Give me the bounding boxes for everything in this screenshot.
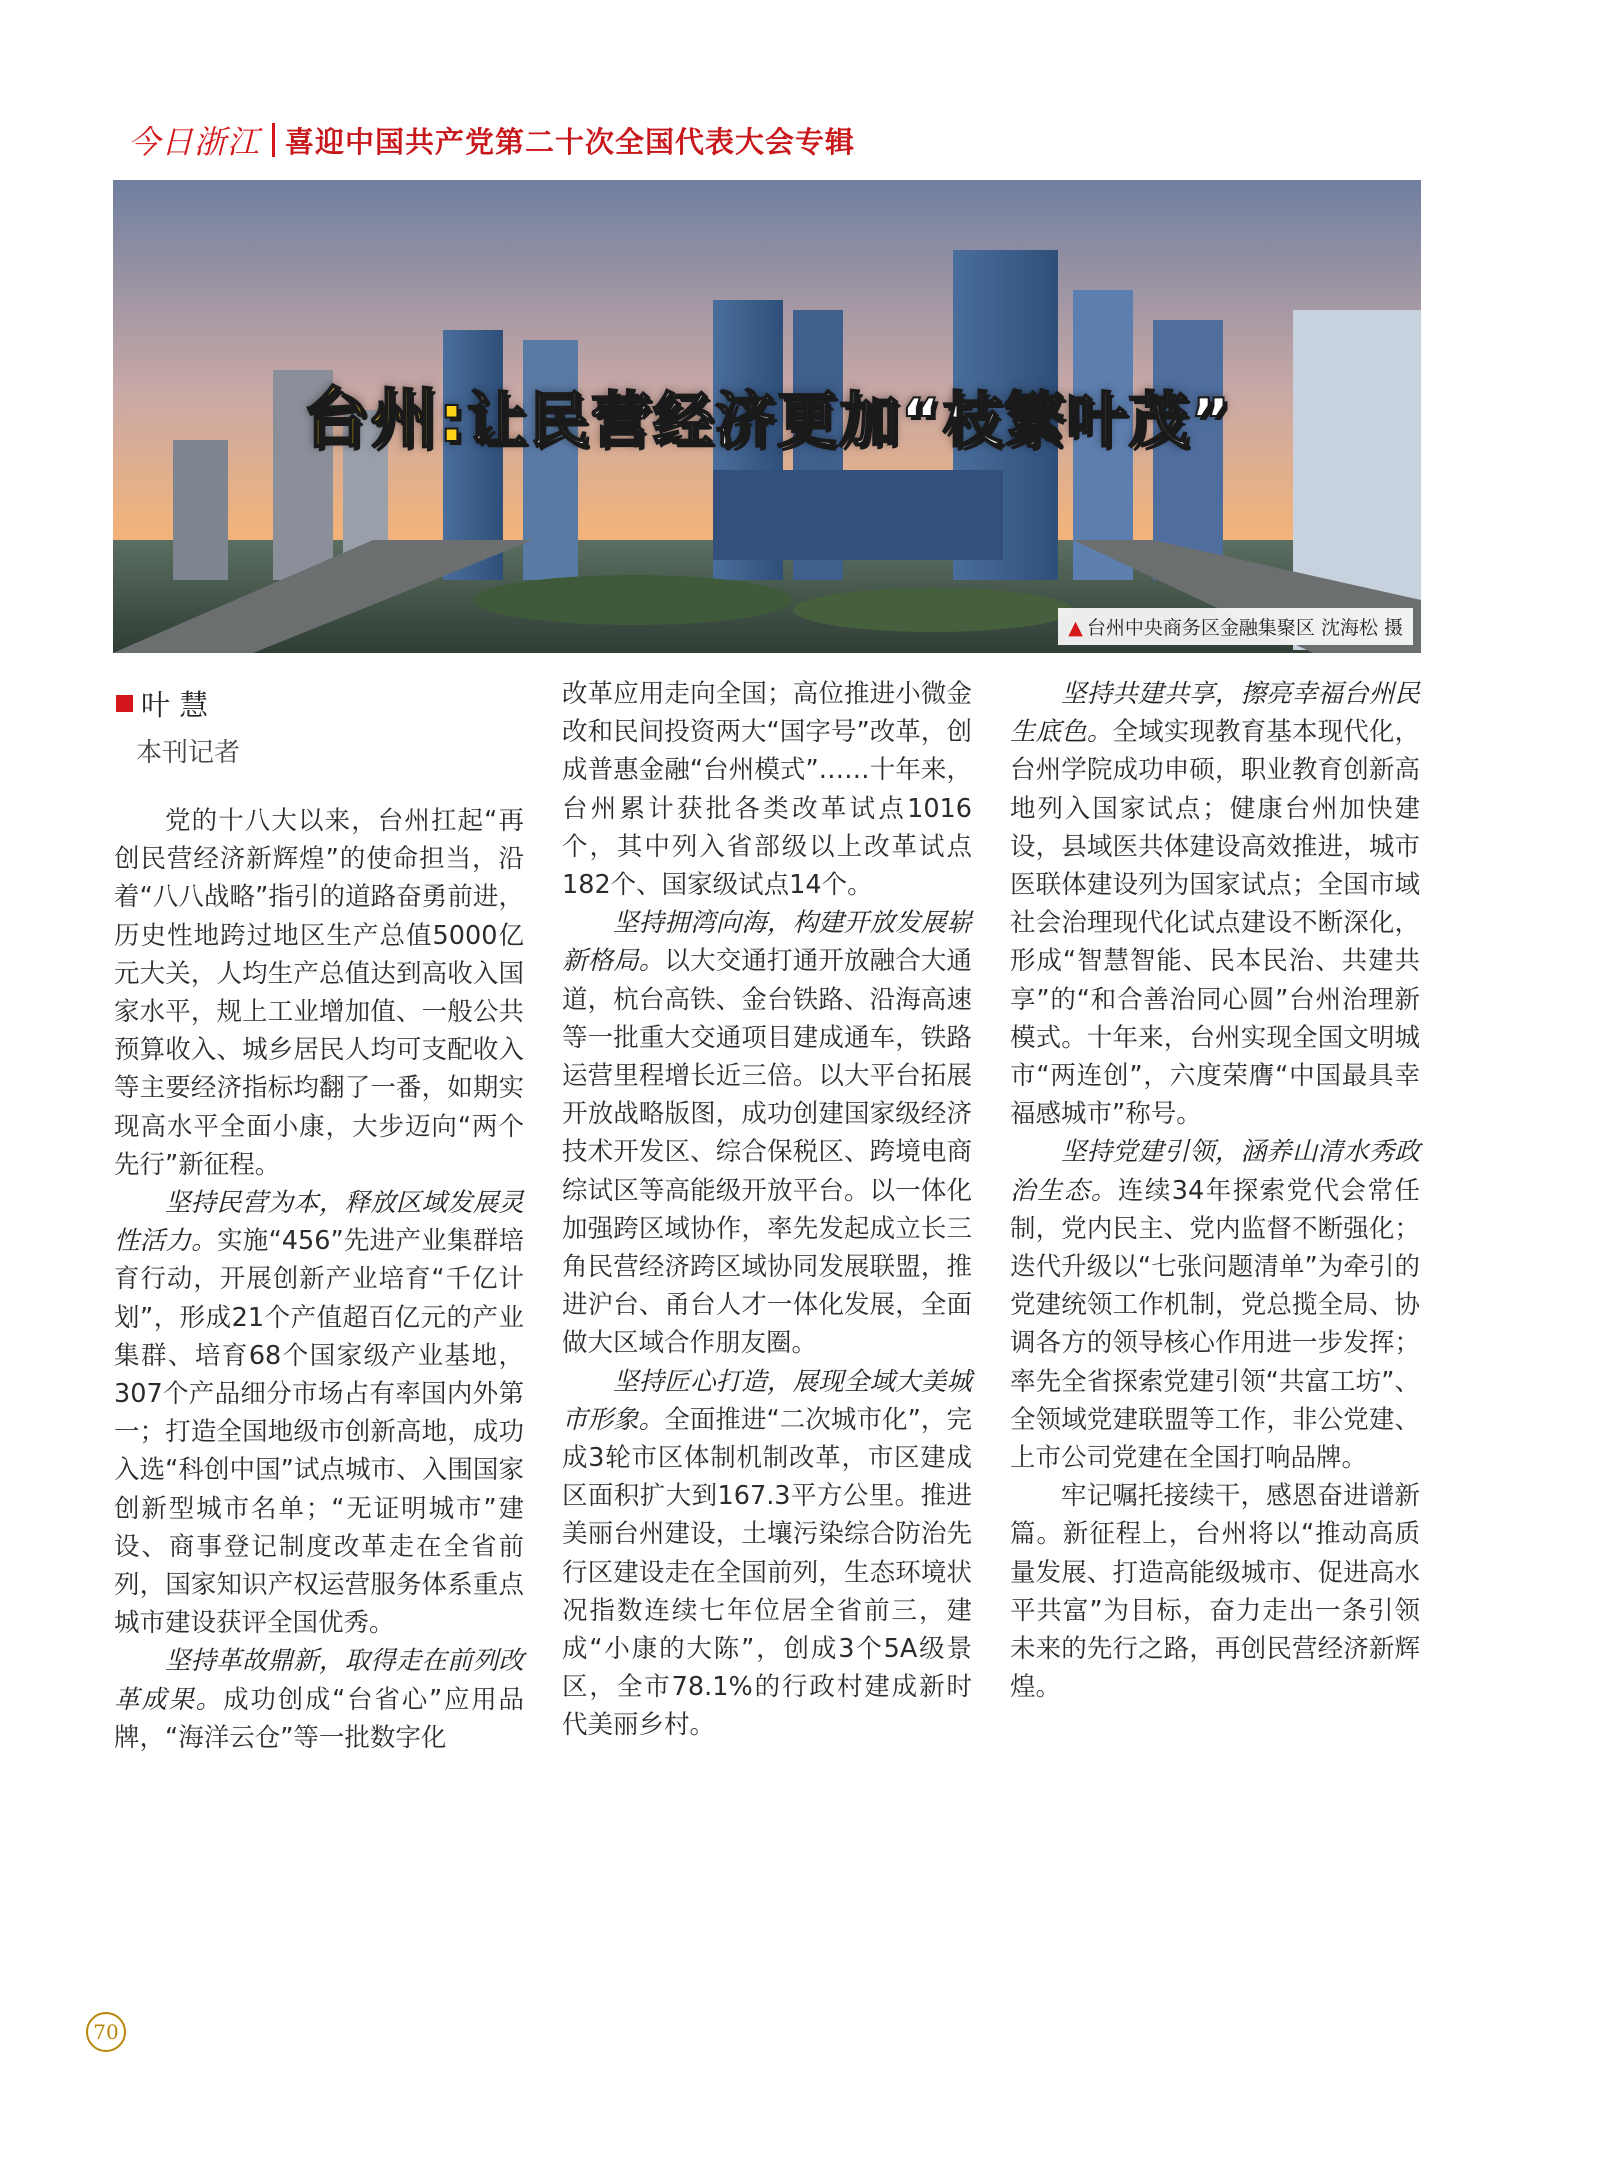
paragraph-party-building — [1010, 1133, 1420, 1477]
lead-reform: 坚持革故鼎新，取得走在前列改革成果。 — [114, 1646, 524, 1715]
body-opening: 以大交通打通开放融合大通道，杭台高铁、金台铁路、沿海高速等一批重大交通项目建成通车，铁路运营里程增长近三倍。以大平台拓展开放战略版图，成功创建国家级经济技术开发区、综合保税区、跨境电商综试区等高能级开放平台。以一体化加强跨区域协作，率先发起成立长三角民营经济跨区域协同发展联盟，推进沪台、甬台人才一体化发展，全面做大区域合作朋友圈。 — [562, 946, 972, 1359]
article-column-3 — [1010, 675, 1420, 1706]
article-column-2 — [562, 675, 972, 1745]
headline-rest: 让民营经济更加“枝繁叶茂” — [466, 386, 1232, 456]
magazine-logo: 今日浙江 — [128, 123, 261, 161]
lead-livelihood: 坚持共建共享，擦亮幸福台州民生底色。 — [1010, 679, 1420, 748]
body-reform-a: 成功创成“台省心”应用品牌，“海洋云仓”等一批数字化 — [114, 1684, 524, 1753]
lead-private-economy: 坚持民营为本，释放区域发展灵性活力。 — [114, 1188, 524, 1257]
paragraph-reform — [114, 1642, 524, 1757]
caption-text: 台州中央商务区金融集聚区 沈海松 摄 — [1086, 617, 1403, 639]
byline — [116, 683, 240, 769]
paragraph-reform-continued: 改革应用走向全国；高位推进小微金改和民间投资两大“国字号”改革，创成普惠金融“台州模式”……十年来，台州累计获批各类改革试点1016个，其中列入省部级以上改革试点182个、国家级试点14个。 — [562, 679, 972, 901]
author-marker — [116, 695, 133, 712]
paragraph-city — [562, 1363, 972, 1745]
author-row — [116, 683, 240, 724]
paragraph-private-economy — [114, 1184, 524, 1642]
article-column-1 — [114, 802, 524, 1757]
headline-separator: : — [438, 380, 467, 457]
author-role: 本刊记者 — [136, 738, 241, 768]
article-headline — [113, 365, 1421, 460]
section-title: 喜迎中国共产党第二十次全国代表大会专辑 — [285, 124, 856, 159]
header-divider — [272, 123, 275, 157]
body-private-economy: 实施“456”先进产业集群培育行动，开展创新产业培育“千亿计划”，形成21个产值超百亿元的产业集群、培育68个国家级产业基地，307个产品细分市场占有率国内外第一；打造全国地级市创新高地，成功入选“科创中国”试点城市、入围国家创新型城市名单；“无证明城市”建设、商事登记制度改革走在全省前列，国家知识产权运营服务体系重点城市建设获评全国优秀。 — [114, 1226, 524, 1639]
lead-opening: 坚持拥湾向海，构建开放发展崭新格局。 — [562, 908, 972, 977]
hero-photo — [113, 180, 1421, 653]
photo-caption — [1058, 608, 1413, 645]
caption-marker: ▲ — [1068, 617, 1083, 639]
body-livelihood: 全域实现教育基本现代化，台州学院成功申硕，职业教育创新高地列入国家试点；健康台州加快建设，县域医共体建设高效推进，城市医联体建设列为国家试点；全国市域社会治理现代化试点建设不断深化，形成“智慧智能、民本民治、共建共享”的“和合善治同心圆”台州治理新模式。十年来，台州实现全国文明城市“两连创”，六度荣膺“中国最具幸福感城市”称号。 — [1010, 717, 1420, 1130]
lead-city: 坚持匠心打造，展现全域大美城市形象。 — [562, 1366, 972, 1435]
body-city: 全面推进“二次城市化”，完成3轮市区体制机制改革，市区建成区面积扩大到167.3平方公里。推进美丽台州建设，土壤污染综合防治先行区建设走在全国前列，生态环境状况指数连续七年位居全省前三，建成“小康的大陈”，创成3个5A级景区，全市78.1%的行政村建成新时代美丽乡村。 — [562, 1404, 972, 1741]
paragraph-intro: 党的十八大以来，台州扛起“再创民营经济新辉煌”的使命担当，沿着“八八战略”指引的道路奋勇前进，历史性地跨过地区生产总值5000亿元大关，人均生产总值达到高收入国家水平，规上工业增加值、一般公共预算收入、城乡居民人均可支配收入等主要经济指标均翻了一番，如期实现高水平全面小康，大步迈向“两个先行”新征程。 — [114, 806, 524, 1180]
lead-party-building: 坚持党建引领，涵养山清水秀政治生态。 — [1010, 1137, 1420, 1206]
headline-place: 台州 — [302, 380, 439, 457]
author-name: 叶 慧 — [141, 688, 209, 722]
paragraph-opening — [562, 904, 972, 1362]
page-number: 70 — [86, 2012, 126, 2052]
paragraph-livelihood — [1010, 675, 1420, 1133]
page-header — [128, 120, 855, 160]
body-party-building: 连续34年探索党代会常任制，党内民主、党内监督不断强化；迭代升级以“七张问题清单”为牵引的党建统领工作机制，党总揽全局、协调各方的领导核心作用进一步发挥；率先全省探索党建引领“共富工坊”、全领域党建联盟等工作，非公党建、上市公司党建在全国打响品牌。 — [1010, 1175, 1420, 1474]
paragraph-conclusion: 牢记嘱托接续干，感恩奋进谱新篇。新征程上，台州将以“推动高质量发展、打造高能级城市、促进高水平共富”为目标，奋力走出一条引领未来的先行之路，再创民营经济新辉煌。 — [1010, 1481, 1420, 1703]
